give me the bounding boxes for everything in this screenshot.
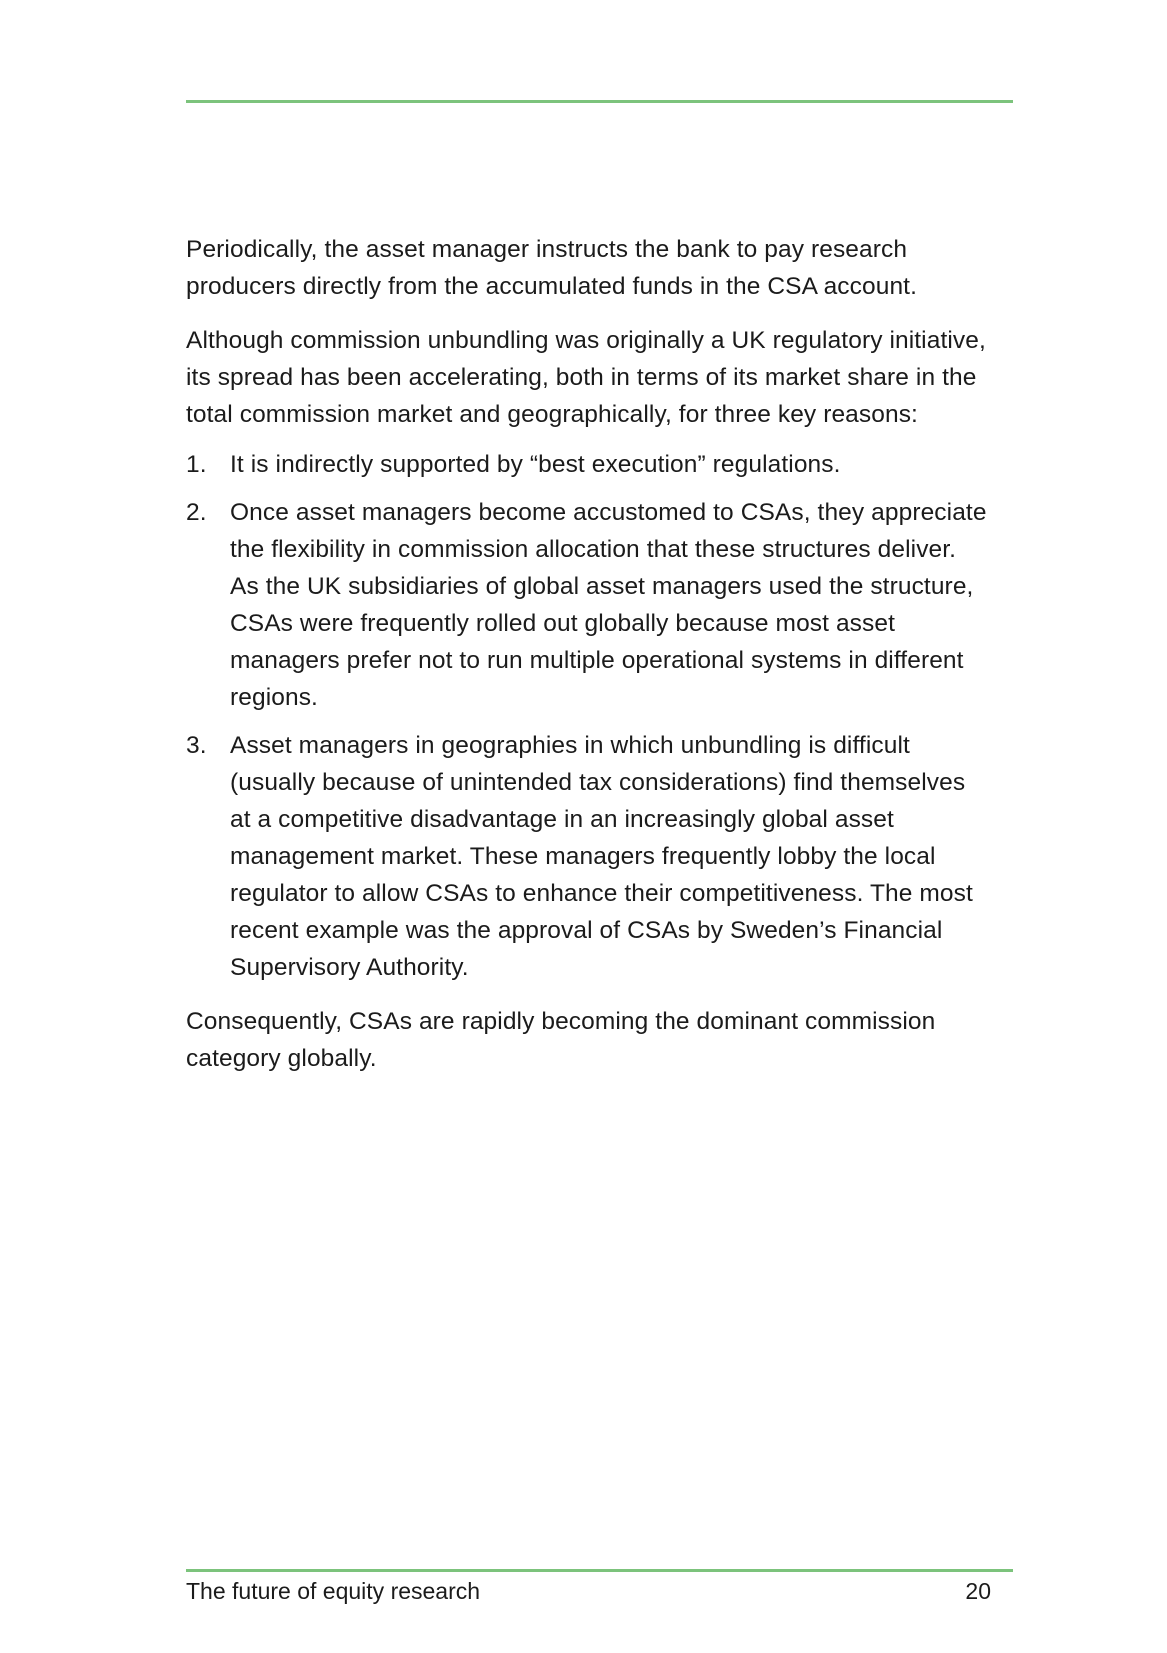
paragraph-csa-payment: Periodically, the asset manager instructs the bank to pay research producers directly from the accumulated funds in the CSA account. [186, 236, 917, 300]
list-item [186, 494, 1014, 716]
page-body [186, 231, 1014, 1077]
list-item-number: 1. [186, 451, 207, 478]
list-item [186, 446, 1014, 483]
list-item-number: 2. [186, 499, 207, 526]
page-footer [186, 1576, 1013, 1606]
footer-rule [186, 1569, 1013, 1572]
list-item-text: Asset managers in geographies in which unbundling is difficult (usually because of unintended tax considerations) find themselves at a competitive disadvantage in an increasingly global asset management market. These managers frequently lobby the local regulator to allow CSAs to enhance their competitiveness. The most recent example was the approval of CSAs by Sweden’s Financial Supervisory Authority. [230, 732, 973, 981]
list-item-text: Once asset managers become accustomed to CSAs, they appreciate the flexibility in commission allocation that these structures deliver. As the UK subsidiaries of global asset managers used the structure, CSAs were frequently rolled out globally because most asset managers prefer not to run multiple operational systems in different regions. [230, 499, 987, 711]
numbered-list [186, 446, 1014, 986]
footer-page-number: 20 [965, 1578, 991, 1604]
list-item [186, 727, 1014, 986]
footer-document-title: The future of equity research [186, 1578, 481, 1604]
list-item-text: It is indirectly supported by “best execution” regulations. [230, 451, 841, 478]
paragraph-unbundling-intro: Although commission unbundling was originally a UK regulatory initiative, its spread has been accelerating, both in terms of its market share in the total commission market and geographically, for three key reasons: [186, 327, 986, 428]
header-rule [186, 100, 1013, 103]
paragraph-conclusion: Consequently, CSAs are rapidly becoming the dominant commission category globally. [186, 1008, 936, 1072]
list-item-number: 3. [186, 732, 207, 759]
